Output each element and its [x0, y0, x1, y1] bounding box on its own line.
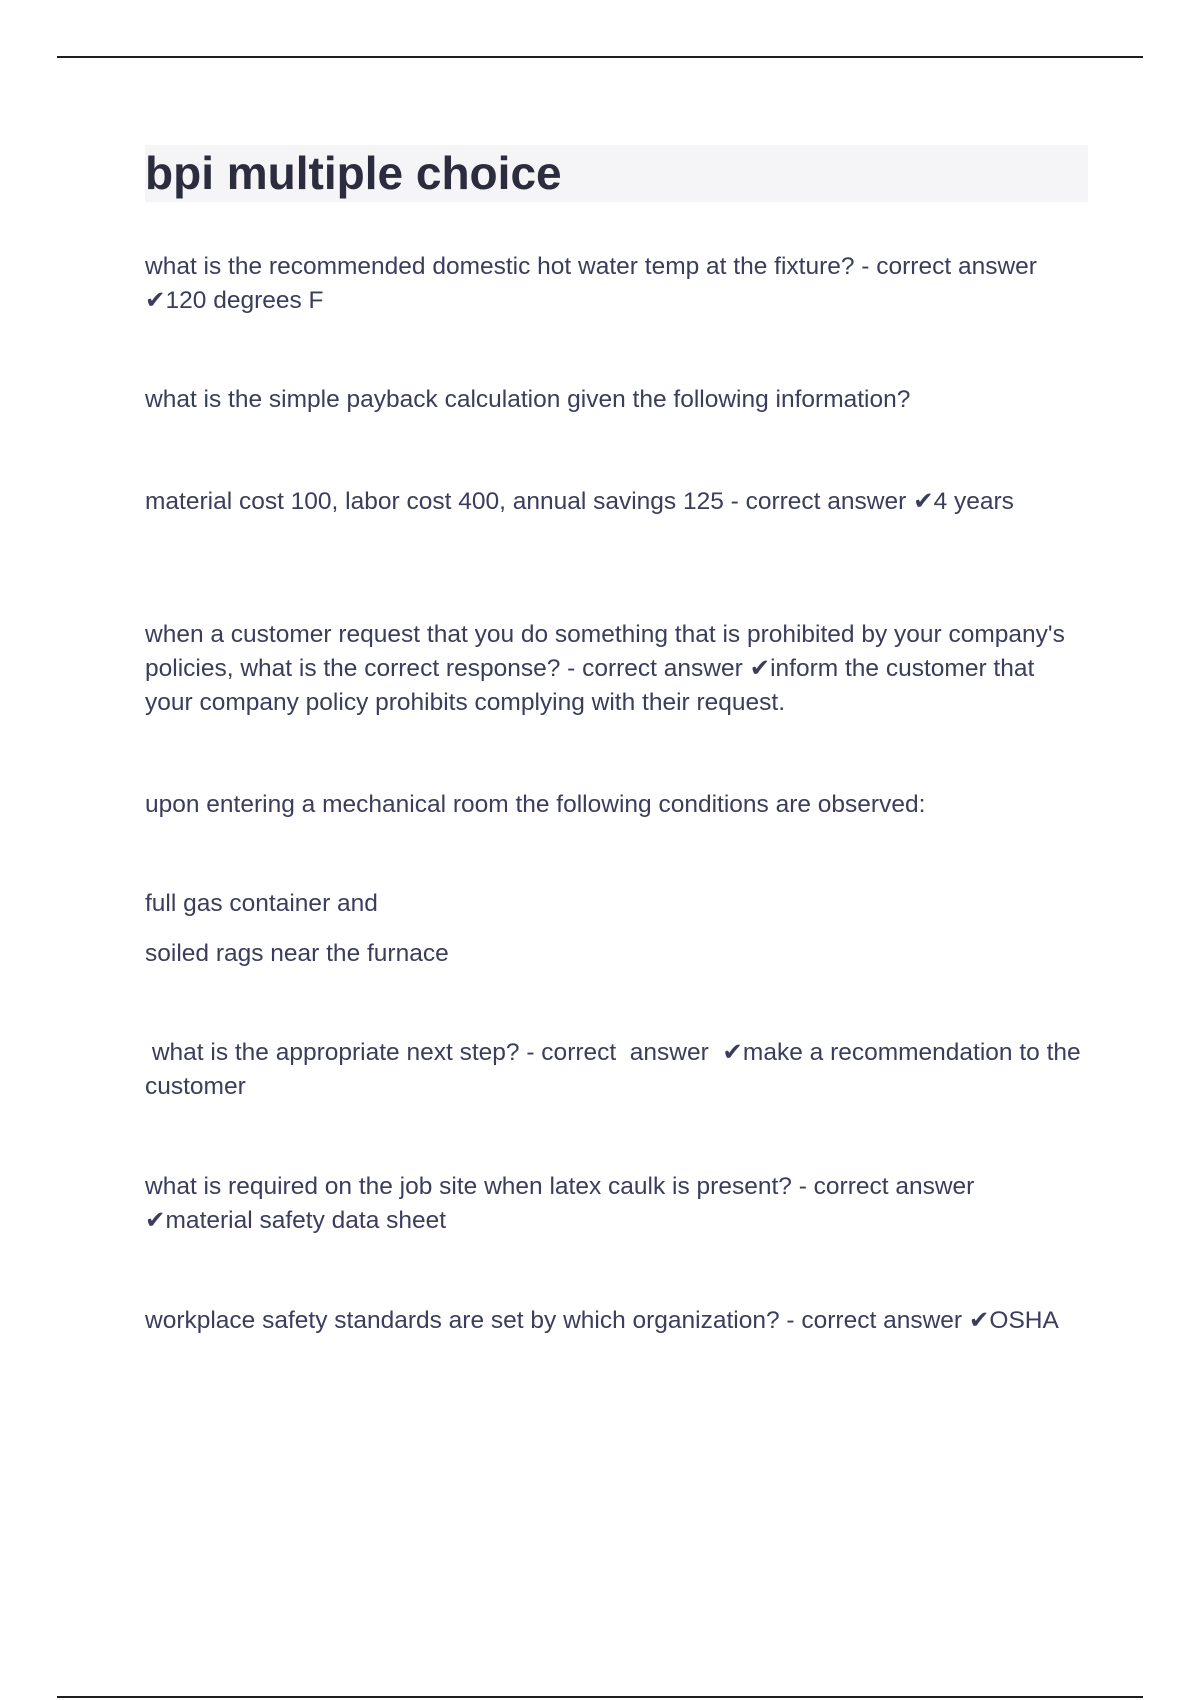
paragraph-soiled-rags: soiled rags near the furnace: [145, 940, 449, 967]
paragraph-gas-container: full gas container and: [145, 890, 378, 917]
paragraph-payback-question: what is the simple payback calculation given the following information?: [145, 386, 911, 413]
bottom-divider: [57, 1696, 1143, 1698]
paragraph-next-step: what is the appropriate next step? - correct answer ✔make a recommendation to the customer: [145, 1039, 1088, 1100]
paragraph-company-policy: when a customer request that you do something that is prohibited by your company's policies, what is the correct response? - correct answer ✔inform the customer that your company policy prohibits complying with their request.: [145, 621, 1065, 716]
paragraph-hot-water-temp: what is the recommended domestic hot water temp at the fixture? - correct answer ✔120 degrees F: [145, 253, 1037, 314]
top-divider: [57, 56, 1143, 58]
paragraph-payback-answer: material cost 100, labor cost 400, annual savings 125 - correct answer ✔4 years: [145, 488, 1014, 515]
paragraph-latex-caulk: what is required on the job site when latex caulk is present? - correct answer ✔material safety data sheet: [145, 1173, 975, 1234]
paragraph-osha: workplace safety standards are set by which organization? - correct answer ✔OSHA: [145, 1307, 1059, 1334]
paragraph-mechanical-room: upon entering a mechanical room the following conditions are observed:: [145, 791, 926, 818]
page-title: bpi multiple choice: [145, 147, 562, 199]
